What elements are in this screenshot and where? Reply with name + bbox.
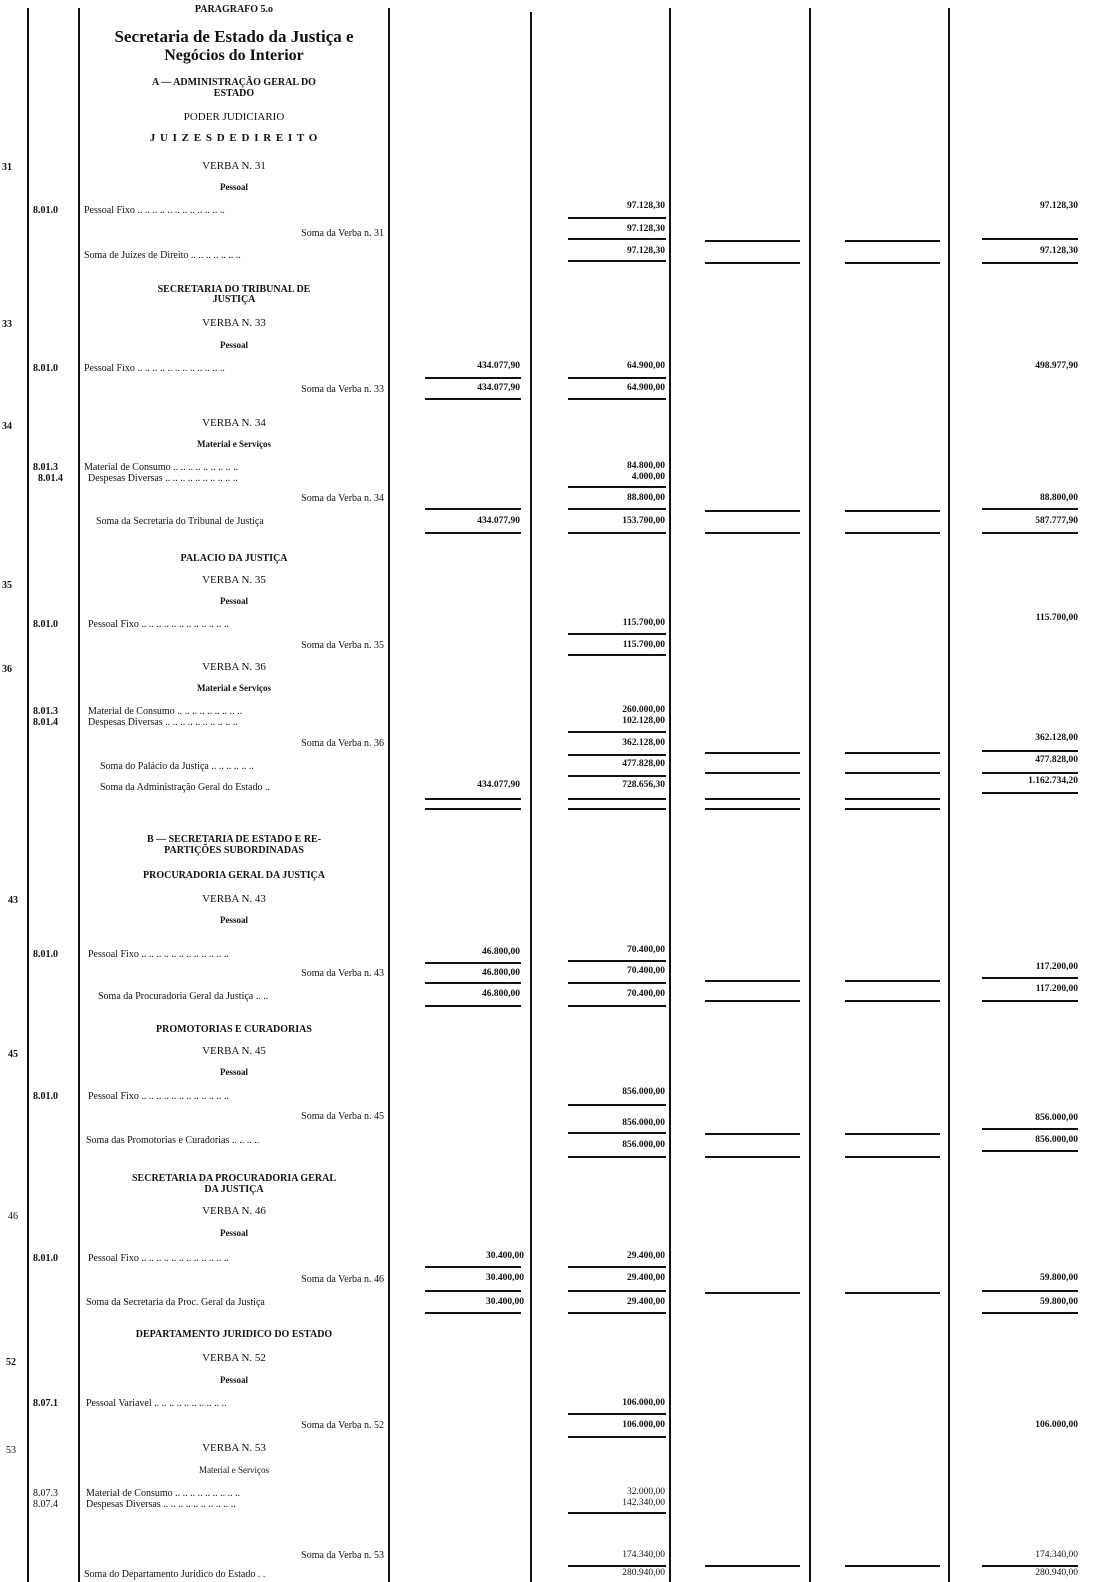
rule bbox=[845, 262, 940, 264]
budget-code: 8.07.1 bbox=[33, 1398, 58, 1409]
rule bbox=[568, 1266, 666, 1268]
rule bbox=[705, 1565, 800, 1567]
total-label: Soma de Juizes de Direito .. .. .. .. .. .. .. bbox=[84, 250, 241, 261]
rule bbox=[845, 1000, 940, 1002]
rule bbox=[982, 792, 1078, 794]
final-amount: 498.977,90 bbox=[1035, 361, 1078, 371]
amount: 434.077,90 bbox=[477, 383, 520, 393]
amount: 70.400,00 bbox=[627, 966, 665, 976]
section-a-heading: A — ADMINISTRAÇÃO GERAL DO bbox=[152, 77, 316, 88]
amount: 30.400,00 bbox=[486, 1251, 524, 1261]
paragraph-heading: PARAGRAFO 5.o bbox=[194, 4, 274, 15]
final-amount: 362.128,00 bbox=[1035, 733, 1078, 743]
item-label: Pessoal Fixo .. .. .. .. .. .. .. .. .. .. .. .. bbox=[88, 1253, 229, 1264]
rule bbox=[425, 808, 521, 810]
amount: 64.900,00 bbox=[627, 383, 665, 393]
amount: 29.400,00 bbox=[627, 1273, 665, 1283]
budget-code: 8.01.0 bbox=[33, 1091, 58, 1102]
row-number: 46 bbox=[8, 1211, 18, 1222]
amount: 4.000,00 bbox=[631, 472, 665, 482]
section-b-heading: B — SECRETARIA DE ESTADO E RE- bbox=[146, 834, 322, 845]
rule bbox=[568, 654, 666, 656]
soma-label: Soma da Verba n. 52 bbox=[301, 1420, 384, 1431]
poder-judiciario: PODER JUDICIARIO bbox=[183, 111, 285, 123]
secretaria-title-2: Negócios do Interior bbox=[164, 47, 304, 64]
item-label: Pessoal Fixo .. .. .. .. .. .. .. .. .. .. .. .. bbox=[84, 363, 225, 374]
rule bbox=[705, 240, 800, 242]
rule bbox=[982, 1565, 1078, 1567]
soma-label: Soma da Verba n. 36 bbox=[301, 738, 384, 749]
rule bbox=[425, 1266, 521, 1268]
budget-code: 8.01.0 bbox=[33, 619, 58, 630]
amount: 46.800,00 bbox=[482, 989, 520, 999]
section-heading: PROCURADORIA GERAL DA JUSTIÇA bbox=[143, 870, 325, 881]
rule bbox=[425, 798, 521, 800]
final-amount: 106.000,00 bbox=[1035, 1420, 1078, 1430]
rule bbox=[568, 508, 666, 510]
rule bbox=[568, 1005, 666, 1007]
rule bbox=[568, 1413, 666, 1415]
soma-label: Soma da Verba n. 31 bbox=[301, 228, 384, 239]
amount: 728.656,30 bbox=[622, 780, 665, 790]
amount: 97.128,30 bbox=[627, 201, 665, 211]
rule bbox=[845, 772, 940, 774]
rule bbox=[982, 238, 1078, 240]
rule bbox=[705, 532, 800, 534]
rule bbox=[568, 1290, 666, 1292]
rule bbox=[425, 398, 521, 400]
final-amount: 88.800,00 bbox=[1040, 493, 1078, 503]
amount: 115.700,00 bbox=[622, 618, 665, 628]
budget-code: 8.01.4 bbox=[33, 717, 58, 728]
rule bbox=[568, 1104, 666, 1106]
final-amount: 280.940,00 bbox=[1035, 1568, 1078, 1578]
rule bbox=[568, 982, 666, 984]
rule bbox=[568, 1436, 666, 1438]
section-heading-2: DA JUSTIÇA bbox=[204, 1184, 264, 1195]
soma-label: Soma da Verba n. 46 bbox=[301, 1274, 384, 1285]
amount: 856.000,00 bbox=[622, 1087, 665, 1097]
column-rule-4 bbox=[530, 12, 532, 1582]
soma-label: Soma da Verba n. 35 bbox=[301, 640, 384, 651]
total-label: Soma do Palácio da Justiça .. .. .. .. .. .. bbox=[100, 761, 254, 772]
item-label: Pessoal Fixo .. .. .. .. .. .. .. .. .. .. .. .. bbox=[84, 205, 225, 216]
rule bbox=[845, 752, 940, 754]
verba-heading: VERBA N. 45 bbox=[202, 1045, 266, 1057]
amount: 856.000,00 bbox=[622, 1140, 665, 1150]
rule bbox=[982, 1128, 1078, 1130]
amount: 115.700,00 bbox=[622, 640, 665, 650]
rule bbox=[705, 752, 800, 754]
amount: 97.128,30 bbox=[627, 224, 665, 234]
rule bbox=[845, 808, 940, 810]
final-amount: 59.800,00 bbox=[1040, 1273, 1078, 1283]
rule bbox=[845, 240, 940, 242]
amount: 102.128,00 bbox=[622, 716, 665, 726]
soma-label: Soma da Verba n. 53 bbox=[301, 1550, 384, 1561]
total-label: Soma das Promotorias e Curadorias .. .. .. .. bbox=[86, 1135, 260, 1146]
rule bbox=[568, 754, 666, 756]
item-label: Material de Consumo .. .. .. .. .. .. .. .. .. bbox=[86, 1488, 241, 1499]
amount: 97.128,30 bbox=[627, 246, 665, 256]
column-rule-7 bbox=[948, 8, 950, 1582]
rule bbox=[845, 1565, 940, 1567]
section-heading: DEPARTAMENTO JURIDICO DO ESTADO bbox=[135, 1329, 333, 1340]
amount: 106.000,00 bbox=[622, 1420, 665, 1430]
amount: 142.340,00 bbox=[622, 1498, 665, 1508]
amount: 88.800,00 bbox=[627, 493, 665, 503]
row-number: 45 bbox=[8, 1049, 18, 1060]
amount: 174.340,00 bbox=[622, 1550, 665, 1560]
final-amount: 856.000,00 bbox=[1035, 1113, 1078, 1123]
amount: 64.900,00 bbox=[627, 361, 665, 371]
item-label: Pessoal Fixo .. .. .. .. .. .. .. .. .. .. .. .. bbox=[88, 1091, 229, 1102]
rule bbox=[568, 532, 666, 534]
item-label: Despesas Diversas .. .. .. .. .. .. .. .. .. .. bbox=[86, 1499, 236, 1510]
row-number: 52 bbox=[6, 1357, 16, 1368]
final-amount: 97.128,30 bbox=[1040, 201, 1078, 211]
rule bbox=[705, 1156, 800, 1158]
row-number: 53 bbox=[6, 1445, 16, 1456]
amount: 32.000,00 bbox=[627, 1487, 665, 1497]
rule bbox=[568, 1512, 666, 1514]
total-label: Soma da Administração Geral do Estado .. bbox=[100, 782, 270, 793]
budget-code: 8.01.0 bbox=[33, 949, 58, 960]
rule bbox=[982, 1150, 1078, 1152]
rule bbox=[982, 1000, 1078, 1002]
soma-label: Soma da Verba n. 43 bbox=[301, 968, 384, 979]
row-number: 36 bbox=[2, 664, 12, 675]
rule bbox=[705, 510, 800, 512]
section-heading: SECRETARIA DO TRIBUNAL DE bbox=[157, 284, 311, 295]
total-label: Soma da Secretaria da Proc. Geral da Justiça bbox=[86, 1297, 265, 1308]
rule bbox=[568, 398, 666, 400]
juizes-heading: J U I Z E S D E D I R E I T O bbox=[149, 132, 319, 144]
amount: 70.400,00 bbox=[627, 989, 665, 999]
rule bbox=[568, 808, 666, 810]
final-amount: 477.828,00 bbox=[1035, 755, 1078, 765]
material-heading: Material e Serviços bbox=[197, 683, 271, 693]
budget-code: 8.01.0 bbox=[33, 205, 58, 216]
rule bbox=[845, 510, 940, 512]
rule bbox=[568, 775, 666, 777]
pessoal-heading: Pessoal bbox=[220, 1375, 248, 1385]
rule bbox=[845, 798, 940, 800]
budget-code: 8.01.3 bbox=[33, 462, 58, 473]
rule bbox=[568, 960, 666, 962]
section-heading: PALACIO DA JUSTIÇA bbox=[180, 553, 288, 564]
soma-label: Soma da Verba n. 33 bbox=[301, 384, 384, 395]
verba-heading: VERBA N. 43 bbox=[202, 893, 266, 905]
rule bbox=[425, 1312, 521, 1314]
section-heading-2: JUSTIÇA bbox=[212, 294, 256, 305]
budget-code: 8.01.0 bbox=[33, 1253, 58, 1264]
rule bbox=[982, 977, 1078, 979]
verba-heading: VERBA N. 33 bbox=[202, 317, 266, 329]
rule bbox=[425, 377, 521, 379]
secretaria-title: Secretaria de Estado da Justiça e bbox=[114, 27, 354, 46]
rule bbox=[982, 262, 1078, 264]
budget-code: 8.01.0 bbox=[33, 363, 58, 374]
verba-heading: VERBA N. 34 bbox=[202, 417, 266, 429]
rule bbox=[845, 1292, 940, 1294]
pessoal-heading: Pessoal bbox=[220, 1228, 248, 1238]
budget-code: 8.07.4 bbox=[33, 1499, 58, 1510]
pessoal-heading: Pessoal bbox=[220, 915, 248, 925]
final-amount: 587.777,90 bbox=[1035, 516, 1078, 526]
column-rule-2 bbox=[78, 8, 80, 1582]
total-label: Soma da Procuradoria Geral da Justiça .. .. bbox=[98, 991, 269, 1002]
rule bbox=[705, 1292, 800, 1294]
verba-heading: VERBA N. 36 bbox=[202, 661, 266, 673]
amount: 29.400,00 bbox=[627, 1251, 665, 1261]
rule bbox=[568, 1156, 666, 1158]
material-heading: Material e Serviços bbox=[197, 439, 271, 449]
item-label: Material de Consumo .. .. .. .. .. .. .. .. .. bbox=[84, 462, 239, 473]
verba-heading: VERBA N. 53 bbox=[202, 1442, 266, 1454]
amount: 260.000,00 bbox=[622, 705, 665, 715]
rule bbox=[845, 532, 940, 534]
soma-label: Soma da Verba n. 45 bbox=[301, 1111, 384, 1122]
rule bbox=[568, 1565, 666, 1567]
rule bbox=[568, 1132, 666, 1134]
section-b-heading-2: PARTIÇÕES SUBORDINADAS bbox=[164, 845, 304, 856]
rule bbox=[425, 508, 521, 510]
verba-heading: VERBA N. 35 bbox=[202, 574, 266, 586]
rule bbox=[982, 1290, 1078, 1292]
item-label: Pessoal Fixo .. .. .. .. .. .. .. .. .. .. .. .. bbox=[88, 619, 229, 630]
rule bbox=[845, 980, 940, 982]
total-label: Soma da Secretaria do Tribunal de Justiça bbox=[96, 516, 264, 527]
section-heading: PROMOTORIAS E CURADORIAS bbox=[156, 1024, 312, 1035]
rule bbox=[705, 808, 800, 810]
section-heading: SECRETARIA DA PROCURADORIA GERAL bbox=[131, 1173, 336, 1184]
rule bbox=[705, 772, 800, 774]
rule bbox=[425, 1005, 521, 1007]
row-number: 34 bbox=[2, 421, 12, 432]
amount: 477.828,00 bbox=[622, 759, 665, 769]
item-label: Pessoal Fixo .. .. .. .. .. .. .. .. .. .. .. .. bbox=[88, 949, 229, 960]
amount: 30.400,00 bbox=[486, 1273, 524, 1283]
row-number: 31 bbox=[2, 162, 12, 173]
verba-heading: VERBA N. 52 bbox=[202, 1352, 266, 1364]
budget-code: 8.01.3 bbox=[33, 706, 58, 717]
amount: 856.000,00 bbox=[622, 1118, 665, 1128]
budget-code: 8.07.3 bbox=[33, 1488, 58, 1499]
rule bbox=[705, 798, 800, 800]
item-label: Despesas Diversas .. .. .. .. .. .. .. .. .. .. bbox=[88, 473, 238, 484]
row-number: 33 bbox=[2, 319, 12, 330]
amount: 362.128,00 bbox=[622, 738, 665, 748]
final-amount: 117.200,00 bbox=[1035, 962, 1078, 972]
row-number: 43 bbox=[8, 895, 18, 906]
amount: 46.800,00 bbox=[482, 947, 520, 957]
rule bbox=[705, 262, 800, 264]
rule bbox=[568, 238, 666, 240]
amount: 29.400,00 bbox=[627, 1297, 665, 1307]
rule bbox=[705, 1133, 800, 1135]
amount: 70.400,00 bbox=[627, 945, 665, 955]
amount: 280.940,00 bbox=[622, 1568, 665, 1578]
rule bbox=[705, 980, 800, 982]
rule bbox=[568, 217, 666, 219]
verba-heading: VERBA N. 31 bbox=[202, 160, 266, 172]
item-label: Material de Consumo .. .. .. .. .. .. .. .. .. bbox=[88, 706, 243, 717]
pessoal-heading: Pessoal bbox=[220, 182, 248, 192]
amount: 30.400,00 bbox=[486, 1297, 524, 1307]
material-heading: Material e Serviços bbox=[199, 1465, 269, 1475]
column-rule-1 bbox=[27, 8, 29, 1582]
rule bbox=[568, 260, 666, 262]
rule bbox=[982, 772, 1078, 774]
amount: 84.800,00 bbox=[627, 461, 665, 471]
rule bbox=[705, 1000, 800, 1002]
rule bbox=[845, 1133, 940, 1135]
final-amount: 97.128,30 bbox=[1040, 246, 1078, 256]
rule bbox=[425, 1290, 521, 1292]
item-label: Despesas Diversas .. .. .. .. .. .. .. .. .. .. bbox=[88, 717, 238, 728]
pessoal-heading: Pessoal bbox=[220, 596, 248, 606]
column-rule-6 bbox=[809, 8, 811, 1582]
final-amount: 115.700,00 bbox=[1035, 613, 1078, 623]
amount: 106.000,00 bbox=[622, 1398, 665, 1408]
budget-code: 8.01.4 bbox=[38, 473, 63, 484]
rule bbox=[568, 486, 666, 488]
rule bbox=[568, 798, 666, 800]
amount: 434.077,90 bbox=[477, 780, 520, 790]
row-number: 35 bbox=[2, 580, 12, 591]
rule bbox=[425, 532, 521, 534]
rule bbox=[568, 731, 666, 733]
amount: 153.700,00 bbox=[622, 516, 665, 526]
rule bbox=[425, 962, 521, 964]
final-amount: 117.200,00 bbox=[1035, 984, 1078, 994]
rule bbox=[845, 1156, 940, 1158]
section-a-heading-2: ESTADO bbox=[213, 88, 255, 99]
verba-heading: VERBA N. 46 bbox=[202, 1205, 266, 1217]
rule bbox=[568, 1312, 666, 1314]
rule bbox=[982, 750, 1078, 752]
column-rule-3 bbox=[388, 8, 390, 1582]
final-amount: 59.800,00 bbox=[1040, 1297, 1078, 1307]
final-amount: 1.162.734,20 bbox=[1028, 776, 1078, 786]
column-rule-5 bbox=[669, 8, 671, 1582]
rule bbox=[425, 982, 521, 984]
amount: 434.077,90 bbox=[477, 516, 520, 526]
amount: 46.800,00 bbox=[482, 968, 520, 978]
rule bbox=[568, 633, 666, 635]
final-amount: 856.000,00 bbox=[1035, 1135, 1078, 1145]
rule bbox=[568, 377, 666, 379]
amount: 434.077,90 bbox=[477, 361, 520, 371]
rule bbox=[982, 532, 1078, 534]
pessoal-heading: Pessoal bbox=[220, 1067, 248, 1077]
final-amount: 174.340,00 bbox=[1035, 1550, 1078, 1560]
item-label: Pessoal Variavel .. .. .. .. .. .. .. .. .. .. bbox=[86, 1398, 227, 1409]
soma-label: Soma da Verba n. 34 bbox=[301, 493, 384, 504]
total-label: Soma do Departamento Juridico do Estado . . bbox=[84, 1569, 266, 1580]
pessoal-heading: Pessoal bbox=[220, 340, 248, 350]
rule bbox=[982, 508, 1078, 510]
rule bbox=[982, 1312, 1078, 1314]
